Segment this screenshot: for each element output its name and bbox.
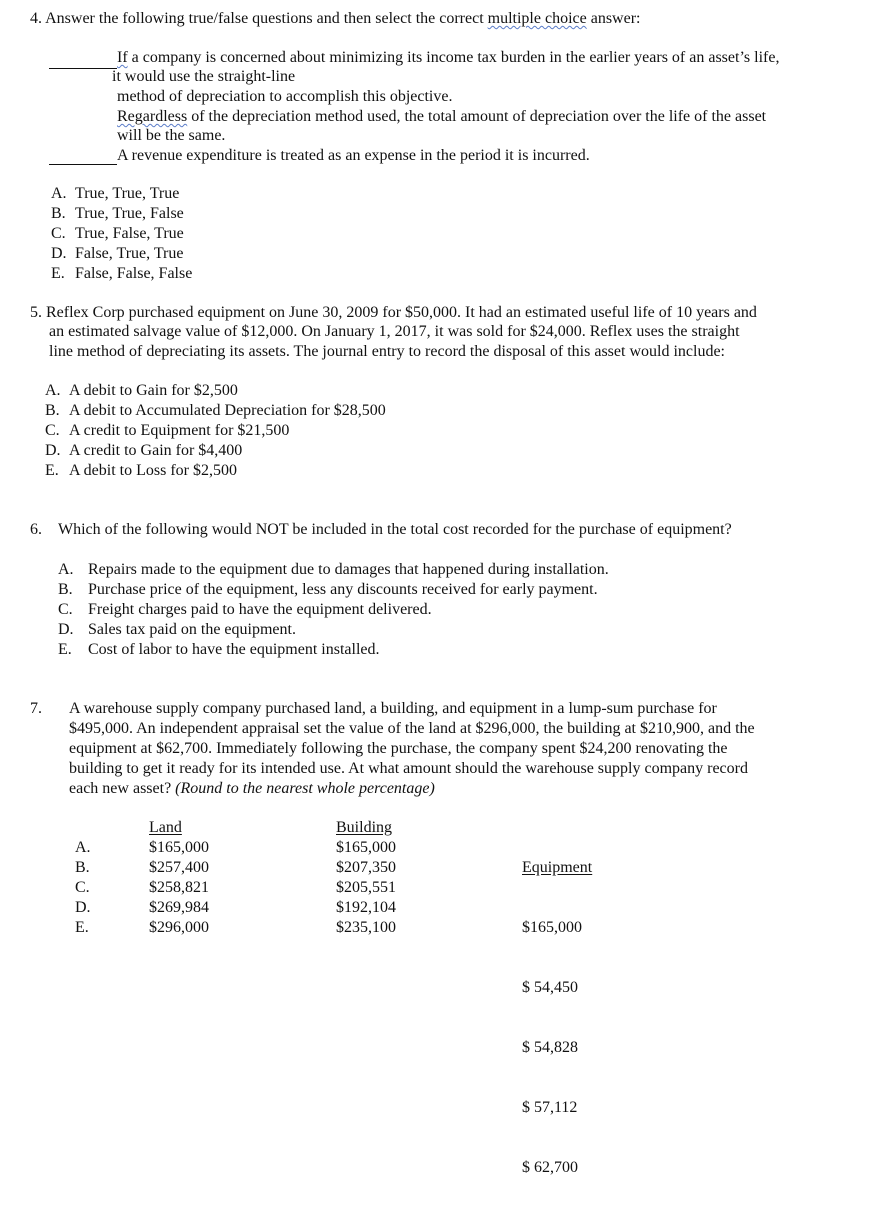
building-value: $205,551 [336, 879, 396, 896]
q5-option-e[interactable] [45, 461, 237, 481]
q4-intro-squiggle: multiple choice [487, 10, 587, 27]
q7-question-line-1: A warehouse supply company purchased land, a building, and equipment in a lump-sum purchase for [69, 700, 717, 717]
q4-statement-2-text: of the depreciation method used, the total amount of depreciation over the life of the asset [187, 108, 767, 125]
q7-equipment-column [522, 818, 592, 1218]
q7-question-line-4: building to get it ready for its intended use. At what amount should the warehouse supply company record [69, 760, 748, 777]
q4-statement-1-line-2: it would use the straight-line [112, 68, 296, 85]
q5-question-line-3: line method of depreciating its assets. The journal entry to record the disposal of this asset would include: [49, 343, 725, 360]
q6-option-c[interactable] [58, 600, 432, 620]
q4-intro-suffix: answer: [586, 10, 641, 27]
q7-land-column [149, 818, 209, 938]
q7-building-column [336, 818, 396, 938]
q4-statement-2-squiggle: Regardless [117, 108, 188, 125]
q4-answer-blank-3[interactable] [49, 164, 117, 165]
option-letter: C. [45, 422, 60, 439]
option-letter: E. [45, 462, 59, 479]
land-header: Land [149, 819, 182, 836]
option-letter: E. [58, 641, 72, 658]
q7-question-line-3: equipment at $62,700. Immediately following the purchase, the company spent $24,200 renovating the [69, 740, 728, 757]
option-letter: D. [51, 245, 67, 262]
option-text: A credit to Gain for $4,400 [69, 442, 243, 459]
building-value: $207,350 [336, 859, 396, 876]
option-text: A credit to Equipment for $21,500 [69, 422, 290, 439]
option-text: Freight charges paid to have the equipment delivered. [88, 601, 432, 618]
q5-option-c[interactable] [45, 421, 289, 441]
option-letter: B. [51, 205, 66, 222]
building-header: Building [336, 819, 393, 836]
q4-statement-1-line-1 [117, 48, 779, 68]
q6-option-e[interactable] [58, 640, 380, 660]
q4-statement-1-line-3: method of depreciation to accomplish this objective. [117, 88, 453, 105]
q5-option-a[interactable] [45, 381, 238, 401]
option-text: False, True, True [75, 245, 184, 262]
option-text: False, False, False [75, 265, 193, 282]
q7-option-e[interactable]: E. [75, 919, 89, 936]
q4-intro-text: 4. Answer the following true/false questions and then select the correct [30, 10, 488, 27]
building-value: $235,100 [336, 919, 396, 936]
q7-question-text: each new asset? [69, 780, 176, 797]
q5-option-d[interactable] [45, 441, 242, 461]
land-value: $165,000 [149, 839, 209, 856]
q4-option-a[interactable] [51, 184, 179, 204]
option-letter: B. [45, 402, 60, 419]
option-text: A debit to Accumulated Depreciation for $28,500 [69, 402, 386, 419]
option-text: True, True, True [75, 185, 180, 202]
q4-statement-3: A revenue expenditure is treated as an expense in the period it is incurred. [117, 147, 590, 164]
q5-question-line-2: an estimated salvage value of $12,000. On January 1, 2017, it was sold for $24,000. Reflex uses the straight [49, 323, 740, 340]
q7-option-b[interactable]: B. [75, 859, 90, 876]
q7-number: 7. [30, 700, 42, 717]
option-text: True, False, True [75, 225, 184, 242]
q4-option-e[interactable] [51, 264, 192, 284]
option-letter: A. [58, 561, 74, 578]
q5-question-line-1: 5. Reflex Corp purchased equipment on June 30, 2009 for $50,000. It had an estimated useful life of 10 years and [30, 304, 757, 321]
q4-option-d[interactable] [51, 244, 183, 264]
option-letter: C. [58, 601, 73, 618]
option-text: A debit to Gain for $2,500 [69, 382, 238, 399]
option-text: Cost of labor to have the equipment installed. [88, 641, 380, 658]
q7-question-line-2: $495,000. An independent appraisal set the value of the land at $296,000, the building at $210,900, and the [69, 720, 755, 737]
q6-question: Which of the following would NOT be included in the total cost recorded for the purchase of equipment? [58, 521, 732, 538]
q7-option-letters [75, 838, 91, 938]
q5-option-b[interactable] [45, 401, 386, 421]
option-letter: C. [51, 225, 66, 242]
building-value: $192,104 [336, 899, 396, 916]
q4-statement-2-line-1 [117, 107, 766, 127]
option-letter: D. [45, 442, 61, 459]
option-text: Repairs made to the equipment due to damages that happened during installation. [88, 561, 609, 578]
q4-answer-blank-1[interactable] [49, 68, 117, 69]
q6-option-a[interactable] [58, 560, 609, 580]
land-value: $258,821 [149, 879, 209, 896]
equipment-value: $ 57,112 [522, 1099, 578, 1116]
q7-question-line-5 [69, 779, 435, 799]
option-letter: D. [58, 621, 74, 638]
equipment-header: Equipment [522, 859, 593, 876]
equipment-value: $ 62,700 [522, 1159, 578, 1176]
option-letter: B. [58, 581, 73, 598]
option-text: A debit to Loss for $2,500 [69, 462, 237, 479]
q6-option-b[interactable] [58, 580, 598, 600]
q4-intro [30, 9, 640, 29]
option-text: Purchase price of the equipment, less any discounts received for early payment. [88, 581, 598, 598]
land-value: $296,000 [149, 919, 209, 936]
land-value: $257,400 [149, 859, 209, 876]
equipment-value: $ 54,450 [522, 979, 578, 996]
land-value: $269,984 [149, 899, 209, 916]
option-letter: E. [51, 265, 65, 282]
equipment-value: $ 54,828 [522, 1039, 578, 1056]
q4-option-b[interactable] [51, 204, 184, 224]
q7-option-a[interactable]: A. [75, 839, 91, 856]
building-value: $165,000 [336, 839, 396, 856]
q6-option-d[interactable] [58, 620, 296, 640]
q7-option-c[interactable]: C. [75, 879, 90, 896]
q7-rounding-note: (Round to the nearest whole percentage) [175, 780, 435, 797]
equipment-value: $165,000 [522, 919, 582, 936]
option-text: Sales tax paid on the equipment. [88, 621, 296, 638]
q4-option-c[interactable] [51, 224, 184, 244]
q6-number: 6. [30, 521, 42, 538]
option-letter: A. [45, 382, 61, 399]
option-text: True, True, False [75, 205, 184, 222]
q7-option-d[interactable]: D. [75, 899, 91, 916]
q4-statement-1-squiggle: If [117, 49, 128, 66]
q4-statement-1-text: a company is concerned about minimizing its income tax burden in the earlier years of an asset’s life, [127, 49, 780, 66]
option-letter: A. [51, 185, 67, 202]
q4-statement-2-line-2: will be the same. [117, 127, 226, 144]
